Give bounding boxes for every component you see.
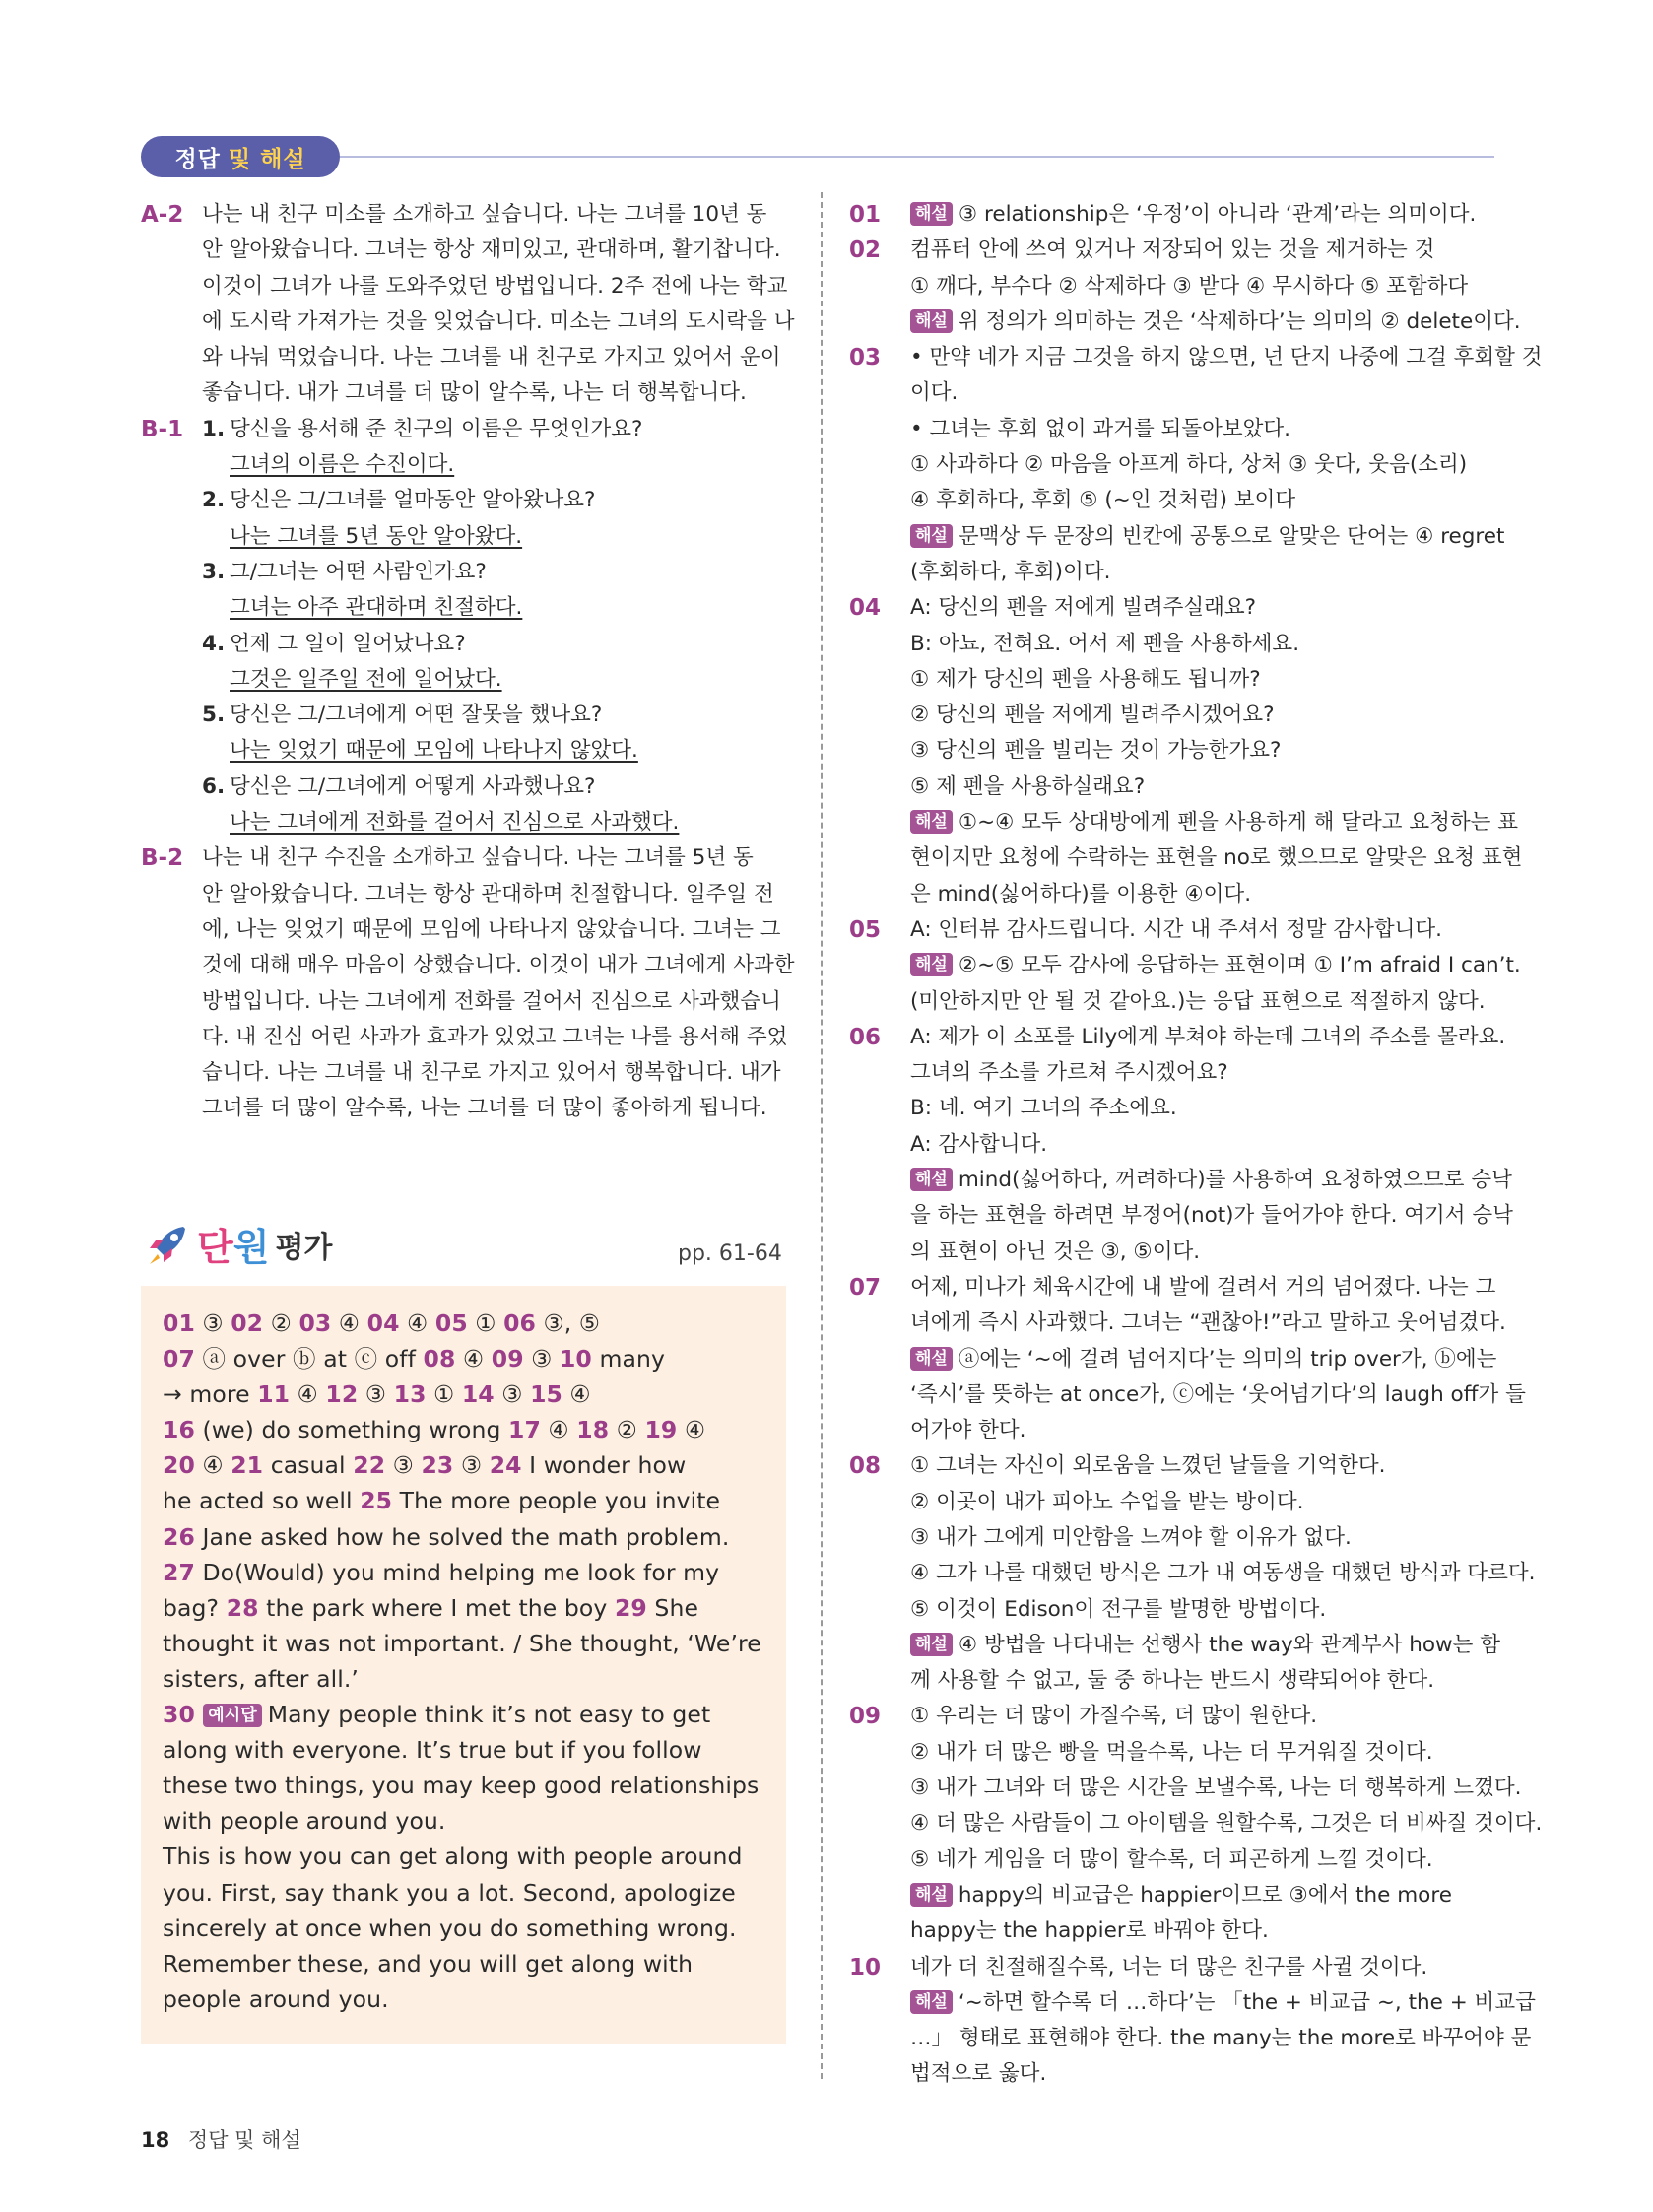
explanation-text: ④ 후회하다, 후회 ⑤ (~인 것처럼) 보이다 bbox=[910, 488, 1296, 513]
answer-number: 17 bbox=[508, 1416, 541, 1444]
answer-number: 06 bbox=[503, 1309, 536, 1337]
explanation-entry bbox=[849, 590, 1523, 912]
explanation-line bbox=[910, 877, 1499, 912]
explanation-badge: 해설 bbox=[910, 1168, 953, 1191]
explanation-text: A: 당신의 펜을 저에게 빌려주실래요? bbox=[910, 595, 1257, 621]
answer-30-line bbox=[163, 1803, 764, 1839]
entry-b1 bbox=[141, 412, 791, 841]
text-line: 나는 내 친구 수진을 소개하고 싶습니다. 나는 그녀를 5년 동 bbox=[202, 845, 754, 871]
explanation-text: ④ 더 많은 사람들이 그 아이템을 원할수록, 그것은 더 비싸질 것이다. bbox=[910, 1811, 1543, 1837]
explanation-line bbox=[910, 1592, 1499, 1628]
answer-text: Jane asked how he solved the math problem. bbox=[194, 1522, 730, 1551]
explanation-line bbox=[910, 1806, 1543, 1842]
answer-number: 01 bbox=[163, 1309, 195, 1337]
explanation-badge: 해설 bbox=[910, 1347, 953, 1371]
answer-key-box bbox=[141, 1286, 786, 2044]
question-number: 08 bbox=[849, 1453, 882, 1480]
column-divider bbox=[821, 192, 823, 2079]
answer-number: 10 bbox=[559, 1345, 592, 1374]
answer-number: 25 bbox=[360, 1487, 393, 1515]
explanation-line bbox=[910, 1843, 1499, 1878]
answer-text: ② bbox=[609, 1416, 645, 1444]
answer-text: ③, ⑤ bbox=[536, 1309, 601, 1337]
entry-a2 bbox=[141, 197, 795, 412]
explanation-text: ① 그녀는 자신이 외로움을 느꼈던 날들을 기억한다. bbox=[910, 1453, 1386, 1479]
unit-title-b: 원 bbox=[232, 1226, 270, 1269]
question-line bbox=[202, 483, 791, 518]
explanation-entry bbox=[849, 1699, 1543, 1949]
answer-row bbox=[163, 1341, 764, 1376]
explanation-line bbox=[910, 269, 1499, 304]
explanation-line bbox=[910, 1699, 1499, 1734]
answer-text: ③ bbox=[523, 1345, 560, 1374]
answer-text: → more bbox=[163, 1380, 258, 1409]
explanation-line bbox=[910, 1771, 1522, 1806]
explanation-text: ④ 그가 나를 대했던 방식은 그가 내 여동생을 대했던 방식과 다르다. bbox=[910, 1561, 1536, 1586]
answer-number: 23 bbox=[421, 1451, 454, 1480]
explanation-text: ⑤ 네가 게임을 더 많이 할수록, 더 피곤하게 느낄 것이다. bbox=[910, 1846, 1433, 1872]
explanation-text: B: 아뇨, 전혀요. 어서 제 펜을 사용하세요. bbox=[910, 631, 1300, 656]
answer-number: 14 bbox=[461, 1380, 495, 1409]
question-line bbox=[202, 770, 791, 805]
explanation-text: 그녀의 주소를 가르쳐 주시겠어요? bbox=[910, 1060, 1228, 1086]
text-line: 것에 대해 매우 마음이 상했습니다. 이것이 내가 그녀에게 사과한 bbox=[202, 953, 795, 978]
answer-text: ④ bbox=[562, 1380, 591, 1409]
answer-line: 그것은 일주일 전에 일어났다. bbox=[230, 666, 502, 692]
explanation-badge: 해설 bbox=[910, 1883, 953, 1907]
explanation-text: happy의 비교급은 happier이므로 ③에서 the more bbox=[958, 1882, 1452, 1908]
explanation-text: B: 네. 여기 그녀의 주소에요. bbox=[910, 1096, 1177, 1121]
page-footer bbox=[141, 2124, 301, 2154]
explanation-text: (미안하지만 안 될 것 같아요.)는 응답 표현으로 적절하지 않다. bbox=[910, 988, 1486, 1014]
text-line: 다. 내 진심 어린 사과가 효과가 있었고 그녀는 나를 용서해 주었 bbox=[202, 1024, 788, 1049]
question-text: 당신은 그/그녀에게 어떻게 사과했나요? bbox=[230, 773, 596, 799]
explanation-line bbox=[910, 1091, 1499, 1126]
explanation-entry bbox=[849, 233, 1521, 340]
question-number: 09 bbox=[849, 1704, 882, 1730]
question-number: 2. bbox=[202, 488, 226, 513]
answer-row bbox=[163, 1555, 764, 1590]
explanation-line bbox=[910, 2021, 1532, 2056]
explanation-line bbox=[910, 948, 1521, 983]
explanation-line bbox=[910, 1306, 1506, 1341]
answer-text: ③ bbox=[194, 1309, 231, 1337]
question-number: 06 bbox=[849, 1024, 882, 1050]
explanation-line bbox=[910, 412, 1499, 447]
explanation-entry bbox=[849, 340, 1543, 590]
explanation-text: happy는 the happier로 바꿔야 한다. bbox=[910, 1918, 1269, 1944]
explanation-line bbox=[910, 1913, 1499, 1949]
explanation-text: 문맥상 두 문장의 빈칸에 공통으로 알맞은 단어는 ④ regret bbox=[958, 523, 1505, 549]
explanation-text: ‘즉시’를 뜻하는 at once가, ⓒ에는 ‘웃어넘기다’의 laugh off가 들 bbox=[910, 1381, 1526, 1407]
answer-text: you. First, say thank you a lot. Second, apologize bbox=[163, 1878, 736, 1907]
answer-number: 21 bbox=[231, 1451, 264, 1480]
b2-text bbox=[202, 840, 795, 1126]
question-number: 05 bbox=[849, 916, 882, 943]
explanation-entry bbox=[849, 1950, 1536, 2093]
answer-number: 03 bbox=[298, 1309, 332, 1337]
explanation-text: ⑤ 이것이 Edison이 전구를 발명한 방법이다. bbox=[910, 1596, 1327, 1622]
explanation-line bbox=[910, 304, 1521, 340]
explanation-text: 현이지만 요청에 수락하는 표현을 no로 했으므로 알맞은 요청 표현 bbox=[910, 845, 1523, 871]
explanation-text: ③ relationship은 ‘우정’이 아니라 ‘관계’라는 의미이다. bbox=[958, 202, 1477, 227]
explanation-line bbox=[910, 1127, 1499, 1163]
explanation-text: ② 내가 더 많은 빵을 먹을수록, 나는 더 무거워질 것이다. bbox=[910, 1739, 1433, 1765]
text-line: 와 나눠 먹었습니다. 나는 그녀를 내 친구로 가지고 있어서 운이 bbox=[202, 345, 781, 370]
answer-number: 05 bbox=[434, 1309, 468, 1337]
answer-row bbox=[163, 1519, 764, 1555]
answer-text: he acted so well bbox=[163, 1487, 361, 1515]
explanation-text: A: 제가 이 소포를 Lily에게 부쳐야 하는데 그녀의 주소를 몰라요. bbox=[910, 1024, 1506, 1049]
answer-row bbox=[163, 1306, 764, 1341]
question-line bbox=[202, 555, 791, 590]
answer-text: ④ bbox=[290, 1380, 326, 1409]
answer-text: ② bbox=[263, 1309, 299, 1337]
answer-line: 나는 그녀를 5년 동안 알아왔다. bbox=[230, 523, 523, 549]
answer-line: 그녀는 아주 관대하며 친절하다. bbox=[230, 595, 523, 621]
answer-text: This is how you can get along with people around bbox=[163, 1843, 743, 1871]
explanation-line bbox=[910, 1735, 1499, 1771]
answer-number: 04 bbox=[366, 1309, 400, 1337]
answer-number: 20 bbox=[163, 1451, 195, 1480]
answer-row bbox=[163, 1483, 764, 1518]
explanation-text: ② 당신의 펜을 저에게 빌려주시겠어요? bbox=[910, 703, 1275, 728]
answer-text: ① bbox=[467, 1309, 504, 1337]
answer-text: ④ bbox=[331, 1309, 367, 1337]
answer-number: 28 bbox=[226, 1593, 259, 1622]
explanation-entry bbox=[849, 912, 1521, 1020]
answer-30-line bbox=[163, 1981, 764, 2017]
answer-row bbox=[163, 1590, 764, 1626]
answer-number: 11 bbox=[257, 1380, 291, 1409]
answer-number: 09 bbox=[491, 1345, 524, 1374]
answer-text: ③ bbox=[358, 1380, 394, 1409]
text-line: 습니다. 나는 그녀를 내 친구로 가지고 있어서 행복합니다. 내가 bbox=[202, 1060, 781, 1086]
explanation-line bbox=[910, 733, 1499, 769]
explanation-text: 어제, 미나가 체육시간에 내 발에 걸려서 거의 넘어졌다. 나는 그 bbox=[910, 1274, 1496, 1300]
explanation-line bbox=[910, 375, 1499, 411]
answer-text: Do(Would) you mind helping me look for my bbox=[194, 1558, 720, 1586]
question-number: 6. bbox=[202, 773, 226, 799]
answer-text: She bbox=[646, 1593, 698, 1622]
answer-text: these two things, you may keep good relationships bbox=[163, 1772, 760, 1800]
explanation-line bbox=[910, 1055, 1499, 1091]
answer-text: sisters, after all.’ bbox=[163, 1664, 359, 1693]
explanation-line bbox=[910, 197, 1499, 233]
answer-30 bbox=[163, 1697, 764, 2017]
explanation-text: A: 감사합니다. bbox=[910, 1131, 1048, 1157]
explanation-text: 께 사용할 수 없고, 둘 중 하나는 반드시 생략되어야 한다. bbox=[910, 1668, 1435, 1694]
answer-line: 나는 잊었기 때문에 모임에 나타나지 않았다. bbox=[230, 738, 638, 764]
explanation-text: 법적으로 옳다. bbox=[910, 2061, 1047, 2087]
answer-row bbox=[163, 1447, 764, 1483]
answer-number: 26 bbox=[163, 1522, 195, 1551]
explanation-text: …」 형태로 표현해야 한다. the many는 the more로 바꾸어야 문 bbox=[910, 2026, 1532, 2051]
explanation-text: 녀에게 즉시 사과했다. 그녀는 “괜찮아!”라고 말하고 웃어넘겼다. bbox=[910, 1310, 1506, 1336]
entry-tag: B-2 bbox=[141, 845, 184, 872]
page-range: pp. 61-64 bbox=[678, 1241, 782, 1266]
explanation-text: 의 표현이 아닌 것은 ③, ⑤이다. bbox=[910, 1239, 1201, 1264]
explanation-badge: 해설 bbox=[910, 309, 953, 333]
question-line bbox=[202, 627, 791, 662]
answer-number: 24 bbox=[489, 1451, 522, 1480]
question-number: 4. bbox=[202, 631, 226, 656]
explanation-text: ④ 방법을 나타내는 선행사 the way와 관계부사 how는 함 bbox=[958, 1632, 1501, 1657]
explanation-line bbox=[910, 1413, 1499, 1448]
header-label-b: 및 해설 bbox=[228, 146, 306, 172]
answer-30-line bbox=[163, 1910, 764, 1946]
question-number: 1. bbox=[202, 416, 226, 441]
explanation-text: ② 이곳이 내가 피아노 수업을 받는 방이다. bbox=[910, 1489, 1304, 1514]
explanation-entry bbox=[849, 1448, 1536, 1699]
answer-30-line bbox=[163, 1768, 764, 1803]
answer-number: 12 bbox=[325, 1380, 359, 1409]
explanation-line bbox=[910, 555, 1499, 590]
unit-title-a: 단 bbox=[197, 1226, 233, 1269]
explanation-line bbox=[910, 1950, 1499, 1985]
explanation-badge: 해설 bbox=[910, 1990, 953, 2014]
answer-text: casual bbox=[263, 1451, 354, 1480]
explanation-text: ③ 내가 그에게 미안함을 느껴야 할 이유가 없다. bbox=[910, 1524, 1352, 1550]
answer-line: 나는 그녀에게 전화를 걸어서 진심으로 사과했다. bbox=[230, 810, 680, 836]
explanation-text: ① 사과하다 ② 마음을 아프게 하다, 상처 ③ 웃다, 웃음(소리) bbox=[910, 452, 1468, 478]
explanation-line bbox=[910, 698, 1499, 733]
question-number: 10 bbox=[849, 1954, 882, 1980]
answer-row bbox=[163, 1412, 764, 1447]
b1-question-list bbox=[202, 412, 791, 841]
answer-text: ④ bbox=[194, 1451, 231, 1480]
answer-number: 07 bbox=[163, 1345, 195, 1374]
answer-30-line bbox=[163, 1875, 764, 1910]
explanation-line bbox=[910, 1198, 1513, 1234]
explanation-entry bbox=[849, 1020, 1513, 1270]
explanation-line bbox=[910, 1377, 1526, 1413]
explanation-line bbox=[910, 1878, 1499, 1913]
explanation-text: 위 정의가 의미하는 것은 ‘삭제하다’는 의미의 ② delete이다. bbox=[958, 308, 1521, 334]
question-text: 당신은 그/그녀를 얼마동안 알아왔나요? bbox=[230, 488, 596, 513]
explanation-text: A: 인터뷰 감사드립니다. 시간 내 주셔서 정말 감사합니다. bbox=[910, 916, 1443, 942]
explanation-line bbox=[910, 912, 1499, 948]
question-number: 03 bbox=[849, 345, 882, 371]
answer-number: 27 bbox=[163, 1558, 195, 1586]
explanation-line bbox=[910, 2056, 1499, 2092]
explanation-line bbox=[910, 233, 1499, 268]
right-column bbox=[849, 197, 1543, 2093]
explanation-text: ① 우리는 더 많이 가질수록, 더 많이 원한다. bbox=[910, 1704, 1318, 1729]
explanation-badge: 해설 bbox=[910, 810, 953, 834]
explanation-line bbox=[910, 1663, 1499, 1699]
explanation-entry bbox=[849, 1270, 1526, 1448]
explanation-text: ⓐ에는 ‘~에 걸려 넘어지다’는 의미의 trip over가, ⓑ에는 bbox=[958, 1346, 1497, 1372]
answer-text: ③ bbox=[453, 1451, 490, 1480]
explanation-line bbox=[910, 840, 1523, 876]
answer-row bbox=[163, 1661, 764, 1697]
explanation-line bbox=[910, 1520, 1499, 1556]
explanation-text: ①~④ 모두 상대방에게 펜을 사용하게 해 달라고 요청하는 표 bbox=[958, 810, 1519, 836]
explanation-text: • 그녀는 후회 없이 과거를 되돌아보았다. bbox=[910, 416, 1290, 441]
entry-tag: B-1 bbox=[141, 416, 184, 442]
answer-text: thought it was not important. / She thought, ‘We’re bbox=[163, 1629, 761, 1657]
explanation-line bbox=[910, 1342, 1499, 1377]
answer-text: The more people you invite bbox=[392, 1487, 721, 1515]
page-number: 18 bbox=[141, 2128, 170, 2152]
answer-number: 15 bbox=[530, 1380, 562, 1409]
question-line bbox=[202, 412, 791, 447]
explanation-line bbox=[910, 770, 1499, 805]
answer-line: 그녀의 이름은 수진이다. bbox=[230, 452, 455, 478]
explanation-line bbox=[910, 1448, 1499, 1484]
explanation-text: ⑤ 제 펜을 사용하실래요? bbox=[910, 773, 1146, 799]
answer-30-line bbox=[163, 1732, 764, 1768]
answer-text: ④ bbox=[455, 1345, 492, 1374]
answer-text: ④ bbox=[677, 1416, 706, 1444]
explanation-text: ②~⑤ 모두 감사에 응답하는 표현이며 ① I’m afraid I can’t. bbox=[958, 953, 1521, 978]
explanation-text: ① 제가 당신의 펜을 사용해도 됩니까? bbox=[910, 666, 1261, 692]
answer-text: ① bbox=[426, 1380, 462, 1409]
answer-number: 13 bbox=[393, 1380, 427, 1409]
explanation-line bbox=[910, 1485, 1499, 1520]
unit-assessment-title bbox=[144, 1217, 332, 1271]
explanation-line bbox=[910, 984, 1499, 1020]
answer-text: people around you. bbox=[163, 1984, 389, 2013]
rocket-icon bbox=[144, 1221, 191, 1268]
question-text: 당신은 그/그녀에게 어떤 잘못을 했나요? bbox=[230, 703, 603, 728]
answer-text: ④ bbox=[399, 1309, 435, 1337]
explanation-line bbox=[910, 1235, 1499, 1270]
answer-text: with people around you. bbox=[163, 1807, 446, 1836]
explanation-text: 이다. bbox=[910, 380, 959, 406]
explanation-text: mind(싫어하다, 꺼려하다)를 사용하여 요청하였으므로 승낙 bbox=[958, 1168, 1512, 1193]
header-label-a: 정답 bbox=[174, 146, 221, 172]
answer-number: 19 bbox=[644, 1416, 678, 1444]
question-text: 당신을 용서해 준 친구의 이름은 무엇인가요? bbox=[230, 416, 643, 441]
a2-text bbox=[202, 197, 795, 412]
question-text: 언제 그 일이 일어났나요? bbox=[230, 631, 466, 656]
text-line: 그녀를 더 많이 알수록, 나는 그녀를 더 많이 좋아하게 됩니다. bbox=[202, 1096, 767, 1121]
question-text: 그/그녀는 어떤 사람인가요? bbox=[230, 559, 487, 584]
explanation-entry bbox=[849, 197, 1499, 233]
explanation-line bbox=[910, 590, 1499, 626]
explanation-line bbox=[910, 627, 1499, 662]
explanation-line bbox=[910, 519, 1505, 555]
explanation-line bbox=[910, 340, 1543, 375]
explanation-badge: 해설 bbox=[910, 524, 953, 548]
explanation-text: 을 하는 표현을 하려면 부정어(not)가 들어가야 한다. 여기서 승낙 bbox=[910, 1203, 1513, 1229]
text-line: 이것이 그녀가 나를 도와주었던 방법입니다. 2주 전에 나는 학교 bbox=[202, 273, 788, 299]
question-number: 5. bbox=[202, 703, 226, 728]
answer-30-line bbox=[163, 1839, 764, 1874]
explanation-line bbox=[910, 447, 1499, 483]
explanation-badge: 해설 bbox=[910, 1633, 953, 1656]
unit-title-sub: 평가 bbox=[275, 1230, 333, 1265]
answer-key-lines bbox=[163, 1306, 764, 1697]
explanation-text: ① 깨다, 부수다 ② 삭제하다 ③ 받다 ④ 무시하다 ⑤ 포함하다 bbox=[910, 273, 1469, 299]
text-line: 에 도시락 가져가는 것을 잊었습니다. 미소는 그녀의 도시락을 나 bbox=[202, 308, 795, 334]
answer-text: ④ bbox=[540, 1416, 577, 1444]
explanation-badge: 해설 bbox=[910, 953, 953, 976]
text-line: 안 알아왔습니다. 그녀는 항상 관대하며 친절합니다. 일주일 전 bbox=[202, 881, 774, 906]
header-rule bbox=[340, 156, 1494, 158]
explanation-line bbox=[910, 805, 1519, 840]
explanation-badge: 해설 bbox=[910, 202, 953, 226]
text-line: 좋습니다. 내가 그녀를 더 많이 알수록, 나는 더 행복합니다. bbox=[202, 380, 747, 406]
answer-text: ⓐ over ⓑ at ⓒ off bbox=[194, 1345, 424, 1374]
explanation-line bbox=[910, 662, 1499, 698]
answer-number: 30 bbox=[163, 1701, 204, 1729]
explanation-text: ③ 내가 그녀와 더 많은 시간을 보낼수록, 나는 더 행복하게 느꼈다. bbox=[910, 1776, 1522, 1801]
answer-text: ③ bbox=[494, 1380, 531, 1409]
unit-title-main bbox=[197, 1217, 269, 1271]
answer-number: 29 bbox=[614, 1593, 647, 1622]
section-header-pill bbox=[141, 136, 340, 177]
explanation-text: 어가야 한다. bbox=[910, 1418, 1026, 1443]
entry-tag: A-2 bbox=[141, 202, 184, 228]
left-column bbox=[141, 197, 795, 1127]
text-line: 방법입니다. 나는 그녀에게 전화를 걸어서 진심으로 사과했습니 bbox=[202, 988, 781, 1014]
question-line bbox=[202, 698, 791, 733]
answer-text: (we) do something wrong bbox=[194, 1416, 509, 1444]
explanation-line bbox=[910, 1163, 1512, 1198]
answer-30-line bbox=[163, 1697, 764, 1732]
explanation-text: ‘~하면 할수록 더 …하다’는 「the + 비교급 ~, the + 비교급 bbox=[958, 1989, 1536, 2015]
question-number: 02 bbox=[849, 237, 882, 264]
explanation-text: (후회하다, 후회)이다. bbox=[910, 559, 1111, 584]
text-line: 나는 내 친구 미소를 소개하고 싶습니다. 나는 그녀를 10년 동 bbox=[202, 202, 767, 227]
answer-text: bag? bbox=[163, 1593, 227, 1622]
answer-text: Many people think it’s not easy to get bbox=[267, 1701, 711, 1729]
explanation-line bbox=[910, 1020, 1506, 1055]
question-number: 04 bbox=[849, 595, 882, 622]
answer-number: 16 bbox=[163, 1416, 195, 1444]
explanation-text: 네가 더 친절해질수록, 너는 더 많은 친구를 사귈 것이다. bbox=[910, 1954, 1428, 1979]
answer-number: 02 bbox=[231, 1309, 264, 1337]
example-answer-badge: 예시답 bbox=[203, 1704, 262, 1727]
explanation-line bbox=[910, 1628, 1499, 1663]
answer-30-line bbox=[163, 1946, 764, 1981]
answer-text: the park where I met the boy bbox=[258, 1593, 615, 1622]
explanation-text: 은 mind(싫어하다)를 이용한 ④이다. bbox=[910, 881, 1252, 906]
explanation-text: ③ 당신의 펜을 빌리는 것이 가능한가요? bbox=[910, 738, 1282, 764]
answer-row bbox=[163, 1626, 764, 1661]
explanation-line bbox=[910, 1556, 1536, 1591]
explanation-line bbox=[910, 483, 1499, 518]
answer-text: sincerely at once when you do something wrong. bbox=[163, 1913, 737, 1942]
text-line: 안 알아왔습니다. 그녀는 항상 재미있고, 관대하며, 활기찹니다. bbox=[202, 237, 781, 263]
entry-b2 bbox=[141, 840, 795, 1126]
answer-number: 22 bbox=[353, 1451, 386, 1480]
explanation-line bbox=[910, 1270, 1499, 1306]
answer-text: ③ bbox=[385, 1451, 422, 1480]
footer-label: 정답 및 해설 bbox=[187, 2128, 301, 2152]
explanation-text: 컴퓨터 안에 쓰여 있거나 저장되어 있는 것을 제거하는 것 bbox=[910, 237, 1435, 263]
question-number: 3. bbox=[202, 559, 226, 584]
question-number: 07 bbox=[849, 1274, 882, 1301]
answer-number: 08 bbox=[423, 1345, 456, 1374]
explanation-line bbox=[910, 1985, 1536, 2021]
answer-number: 18 bbox=[576, 1416, 610, 1444]
answer-text: I wonder how bbox=[521, 1451, 687, 1480]
answer-text: along with everyone. It’s true but if you follow bbox=[163, 1736, 702, 1765]
explanation-text: • 만약 네가 지금 그것을 하지 않으면, 넌 단지 나중에 그걸 후회할 것 bbox=[910, 345, 1543, 370]
text-line: 에, 나는 잊었기 때문에 모임에 나타나지 않았습니다. 그녀는 그 bbox=[202, 916, 781, 942]
question-number: 01 bbox=[849, 202, 882, 228]
answer-row bbox=[163, 1376, 764, 1412]
answer-text: Remember these, and you will get along with bbox=[163, 1949, 694, 1977]
answer-text: many bbox=[591, 1345, 665, 1374]
